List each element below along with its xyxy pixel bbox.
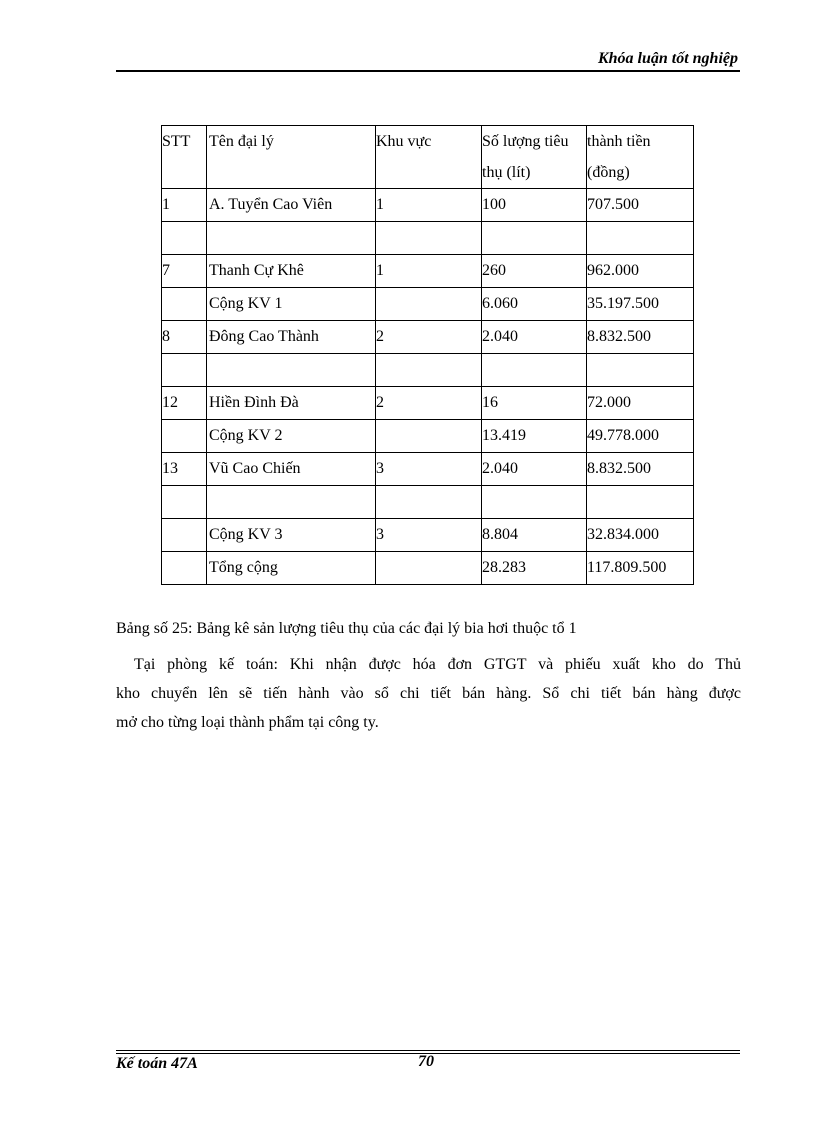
table-row	[162, 222, 694, 255]
header-rule	[116, 70, 740, 72]
table-caption: Bảng số 25: Bảng kê sản lượng tiêu thụ của các đại lý bia hơi thuộc tổ 1	[116, 620, 577, 637]
cell-area	[376, 486, 482, 519]
table-row	[162, 321, 694, 354]
cell-amount: 962.000	[587, 255, 694, 288]
cell-area: 2	[376, 387, 482, 420]
table-row	[162, 552, 694, 585]
cell-amount: 117.809.500	[587, 552, 694, 585]
cell-agency-name	[207, 486, 376, 519]
header-stt: STT	[162, 126, 207, 189]
table-row	[162, 519, 694, 552]
cell-stt	[162, 552, 207, 585]
cell-quantity: 100	[482, 189, 587, 222]
cell-agency-name: Tổng cộng	[207, 552, 376, 585]
cell-agency-name: Cộng KV 2	[207, 420, 376, 453]
cell-agency-name: Cộng KV 3	[207, 519, 376, 552]
cell-agency-name: Cộng KV 1	[207, 288, 376, 321]
cell-area	[376, 354, 482, 387]
cell-quantity: 2.040	[482, 453, 587, 486]
cell-amount: 707.500	[587, 189, 694, 222]
cell-quantity	[482, 222, 587, 255]
header-title: Khóa luận tốt nghiệp	[597, 50, 738, 67]
cell-area	[376, 288, 482, 321]
cell-quantity: 16	[482, 387, 587, 420]
paragraph-line-1: Tại phòng kế toán: Khi nhận được hóa đơn GTGT và phiếu xuất kho do Thủ	[134, 656, 741, 673]
header-amount-line1: thành tiền	[587, 133, 651, 150]
cell-agency-name: Thanh Cự Khê	[207, 255, 376, 288]
header-agency-name: Tên đại lý	[207, 126, 376, 189]
cell-agency-name	[207, 222, 376, 255]
cell-stt: 1	[162, 189, 207, 222]
cell-quantity: 260	[482, 255, 587, 288]
cell-stt	[162, 222, 207, 255]
paragraph-line-3: mở cho từng loại thành phẩm tại công ty.	[116, 714, 379, 731]
header-amount	[587, 126, 694, 189]
cell-quantity: 8.804	[482, 519, 587, 552]
cell-area	[376, 420, 482, 453]
paragraph-line-2: kho chuyển lên sẽ tiến hành vào sổ chi tiết bán hàng. Sổ chi tiết bán hàng được	[116, 685, 741, 702]
table-row	[162, 387, 694, 420]
cell-quantity: 13.419	[482, 420, 587, 453]
cell-agency-name: A. Tuyển Cao Viên	[207, 189, 376, 222]
cell-quantity	[482, 354, 587, 387]
table-row	[162, 420, 694, 453]
page-number: 70	[418, 1053, 434, 1070]
cell-amount: 72.000	[587, 387, 694, 420]
cell-area: 1	[376, 255, 482, 288]
cell-area	[376, 552, 482, 585]
cell-area: 3	[376, 453, 482, 486]
cell-quantity: 6.060	[482, 288, 587, 321]
table-row	[162, 288, 694, 321]
table-row	[162, 453, 694, 486]
cell-amount	[587, 486, 694, 519]
header-quantity	[482, 126, 587, 189]
header-quantity-line2: thụ (lít)	[482, 164, 531, 181]
cell-amount: 49.778.000	[587, 420, 694, 453]
cell-quantity	[482, 486, 587, 519]
table-row	[162, 189, 694, 222]
cell-area: 1	[376, 189, 482, 222]
cell-area: 2	[376, 321, 482, 354]
cell-quantity: 2.040	[482, 321, 587, 354]
cell-agency-name	[207, 354, 376, 387]
cell-stt	[162, 486, 207, 519]
cell-stt: 7	[162, 255, 207, 288]
cell-stt	[162, 420, 207, 453]
table-header-row	[162, 126, 694, 189]
body-paragraph	[116, 650, 741, 737]
cell-amount	[587, 222, 694, 255]
cell-quantity: 28.283	[482, 552, 587, 585]
footer-department: Kế toán 47A	[116, 1055, 198, 1072]
header-quantity-line1: Số lượng tiêu	[482, 133, 569, 150]
cell-area	[376, 222, 482, 255]
cell-stt	[162, 288, 207, 321]
cell-stt: 13	[162, 453, 207, 486]
cell-agency-name: Hiền Đình Đà	[207, 387, 376, 420]
cell-agency-name: Đông Cao Thành	[207, 321, 376, 354]
header-area: Khu vực	[376, 126, 482, 189]
cell-amount: 35.197.500	[587, 288, 694, 321]
cell-stt	[162, 354, 207, 387]
cell-area: 3	[376, 519, 482, 552]
cell-amount: 8.832.500	[587, 321, 694, 354]
cell-amount: 8.832.500	[587, 453, 694, 486]
footer-rule	[116, 1050, 740, 1051]
sales-table	[161, 125, 694, 585]
cell-stt: 12	[162, 387, 207, 420]
cell-agency-name: Vũ Cao Chiến	[207, 453, 376, 486]
table-row	[162, 354, 694, 387]
header-amount-line2: (đồng)	[587, 164, 630, 181]
table-row	[162, 255, 694, 288]
cell-stt	[162, 519, 207, 552]
cell-stt: 8	[162, 321, 207, 354]
cell-amount: 32.834.000	[587, 519, 694, 552]
cell-amount	[587, 354, 694, 387]
table-row	[162, 486, 694, 519]
